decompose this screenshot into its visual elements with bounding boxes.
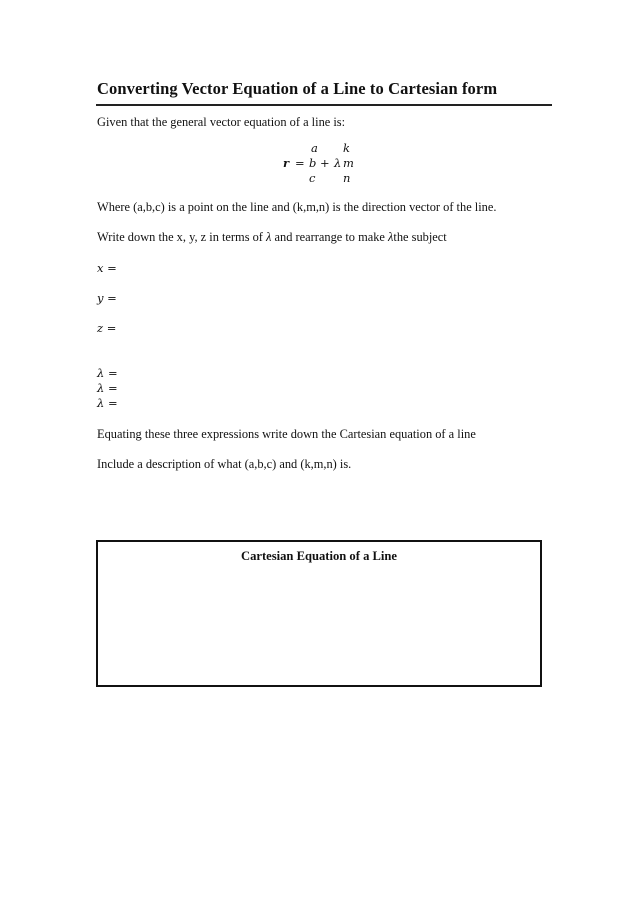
lambda-equals-line: λ = — [97, 396, 118, 410]
worksheet-title: Converting Vector Equation of a Line to Cartesian form — [97, 79, 498, 98]
instruction-after: the subject — [393, 230, 447, 244]
answer-box[interactable] — [96, 540, 542, 687]
include-text: Include a description of what (a,b,c) and (k,m,n) is. — [97, 457, 352, 471]
z-equals-line: z = — [97, 321, 117, 335]
plus-sign: + — [320, 156, 330, 170]
instruction-middle: and rearrange to make — [271, 230, 389, 244]
direction-component-k: k — [343, 141, 350, 155]
title-underline — [96, 104, 552, 106]
direction-component-n: n — [343, 171, 351, 185]
direction-component-m: m — [343, 156, 354, 170]
where-text: Where (a,b,c) is a point on the line and (k,m,n) is the direction vector of the line. — [97, 200, 497, 214]
instruction-lambda-2: λ — [388, 230, 394, 244]
vector-r: r — [283, 156, 290, 170]
x-equals-line: x = — [97, 261, 117, 275]
instruction-text — [97, 230, 447, 245]
point-component-b: b — [309, 156, 317, 170]
lambda-equals-line: λ = — [97, 381, 118, 395]
instruction-before: Write down the x, y, z in terms of — [97, 230, 267, 244]
instruction-lambda: λ — [266, 230, 272, 244]
point-component-c: c — [309, 171, 316, 185]
lambda-equals-line: λ = — [97, 366, 118, 380]
point-component-a: a — [311, 141, 318, 155]
equals-sign: = — [295, 156, 305, 170]
y-equals-line: y = — [97, 291, 117, 305]
answer-box-title: Cartesian Equation of a Line — [240, 549, 398, 563]
intro-text: Given that the general vector equation of a line is: — [97, 115, 346, 129]
lambda-symbol: λ — [334, 156, 342, 170]
equating-text: Equating these three expressions write down the Cartesian equation of a line — [97, 427, 476, 441]
